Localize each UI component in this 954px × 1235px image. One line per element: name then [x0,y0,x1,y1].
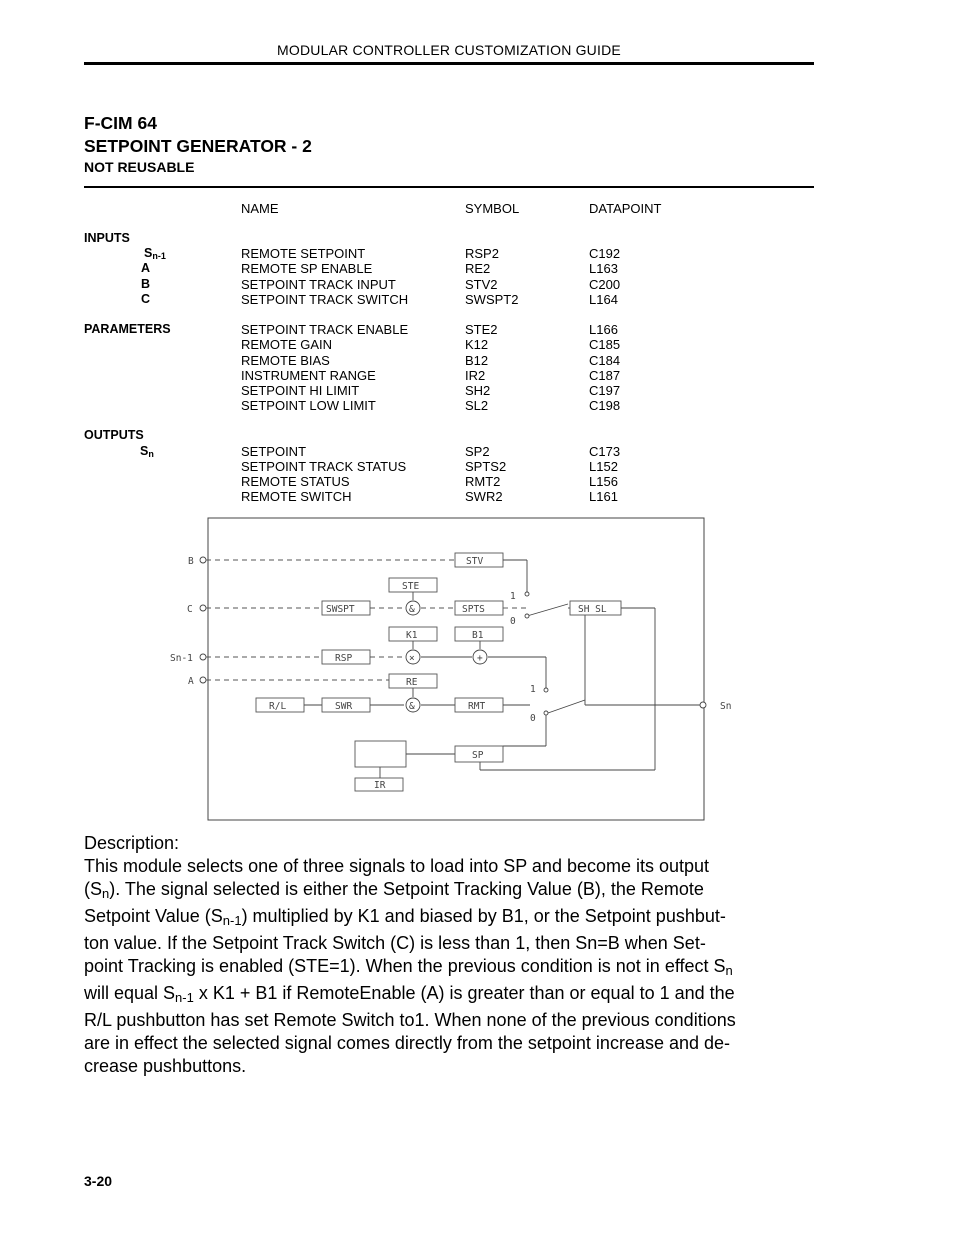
block-b1-label: B1 [472,630,484,641]
section-rule [84,186,814,188]
description-line: are in effect the selected signal comes directly from the setpoint increase and de- [84,1033,731,1053]
block-swspt-label: SWSPT [326,604,355,615]
row-symbol: SWR2 [465,489,503,504]
switch-contact [525,614,529,618]
input-terminal-sn1 [200,654,206,660]
and-node-ste-label: & [409,604,415,615]
description-line: Setpoint Value $(S_{n-1})$ multiplied by K1 and biased by B1, or the Setpoint pushbut- [84,906,726,928]
output-terminal-sn [700,702,706,708]
block-pushbuttons [355,741,406,767]
row-symbol: SP2 [465,444,490,459]
row-name: SETPOINT TRACK STATUS [241,459,407,474]
row-symbol: SL2 [465,398,489,413]
description [84,832,819,1078]
row-datapoint: L161 [589,489,618,504]
description-line: point Tracking is enabled (STE=1). When the previous condition is not in effect $S_n$ [84,956,733,978]
row-symbol: RSP2 [465,246,499,261]
row-name: SETPOINT TRACK ENABLE [241,322,409,337]
description-line: crease pushbuttons. [84,1056,247,1076]
row-name: SETPOINT LOW LIMIT [241,398,376,413]
row-name: REMOTE BIAS [241,353,330,368]
reuse-note: NOT REUSABLE [84,159,195,175]
col-header-symbol: SYMBOL [465,201,520,216]
row-datapoint: C184 [589,353,621,368]
row-designator: $S_n$ [140,444,154,459]
block-sh-sl-label: SH SL [578,604,607,615]
row-name: SETPOINT HI LIMIT [241,383,360,398]
row-symbol: SPTS2 [465,459,507,474]
row-datapoint: C192 [589,246,621,261]
block-rl-label: R/L [269,701,287,712]
switch-contact [544,688,548,692]
header-rule [84,62,814,65]
block-ir-label: IR [374,780,386,791]
row-name: SETPOINT TRACK SWITCH [241,292,409,307]
row-name: INSTRUMENT RANGE [241,368,376,383]
input-terminal-a [200,677,206,683]
page-title: SETPOINT GENERATOR - 2 [84,136,312,156]
block-rmt-label: RMT [468,701,486,712]
row-symbol: B12 [465,353,489,368]
description-line: will equal $S_{n-1}$ x K1 + B1 if RemoteEnable (A) is greater than or equal to 1 and the [84,983,735,1005]
row-datapoint: L156 [589,474,618,489]
row-symbol: K12 [465,337,489,352]
row-name: REMOTE STATUS [241,474,350,489]
row-datapoint: C187 [589,368,621,383]
row-designator: A [141,261,151,275]
row-name: SETPOINT TRACK INPUT [241,277,396,292]
output-label-sn: Sn [720,701,732,712]
running-header: MODULAR CONTROLLER CUSTOMIZATION GUIDE [277,42,621,58]
row-datapoint: L164 [589,292,618,307]
block-ste-label: STE [402,581,420,592]
description-line: This module selects one of three signals to load into SP and become its output [84,856,710,876]
input-label-c: C [187,604,193,615]
block-re-label: RE [406,677,418,688]
row-name: REMOTE SP ENABLE [241,261,373,276]
switch-contact [525,592,529,596]
row-symbol: STV2 [465,277,498,292]
input-label-sn1: Sn-1 [170,653,193,664]
switch2-label-zero: 0 [530,713,536,724]
add-node-label: + [477,653,483,664]
and-node-re-label: & [409,701,415,712]
description-line: R/L pushbutton has set Remote Switch to1. When none of the previous conditions [84,1010,736,1030]
row-symbol: RE2 [465,261,491,276]
switch1-label-zero: 0 [510,616,516,627]
switch2-label-one: 1 [530,684,536,695]
block-stv-label: STV [466,556,484,567]
block-swr-label: SWR [335,701,353,712]
row-datapoint: C173 [589,444,621,459]
row-datapoint: C197 [589,383,621,398]
row-name: REMOTE SETPOINT [241,246,366,261]
row-name: SETPOINT [241,444,307,459]
block-sp-label: SP [472,750,484,761]
row-datapoint: C198 [589,398,621,413]
row-symbol: RMT2 [465,474,501,489]
block-k1-label: K1 [406,630,418,641]
description-line: ton value. If the Setpoint Track Switch (C) is less than 1, then Sn=B when Set- [84,933,706,953]
row-symbol: STE2 [465,322,498,337]
block-rsp-label: RSP [335,653,353,664]
switch-contact [544,711,548,715]
page-number: 3-20 [84,1173,113,1189]
section-label-outputs: OUTPUTS [84,428,144,442]
description-heading: Description: [84,833,180,853]
description-line: $(S_n)$. The signal selected is either the Setpoint Tracking Value (B), the Remote [84,879,704,901]
row-datapoint: C185 [589,337,621,352]
input-terminal-b [200,557,206,563]
row-designator: B [141,277,151,291]
block-diagram [150,515,750,825]
row-designator: $S_{n-1}$ [144,246,166,261]
block-spts-label: SPTS [462,604,485,615]
row-name: REMOTE SWITCH [241,489,352,504]
row-symbol: SH2 [465,383,491,398]
section-label-parameters: PARAMETERS [84,322,171,336]
section-label-inputs: INPUTS [84,231,130,245]
input-label-a: A [188,676,194,687]
row-datapoint: C200 [589,277,621,292]
input-label-b: B [188,556,194,567]
row-designator: C [141,292,151,306]
switch1-label-one: 1 [510,591,516,602]
module-code: F-CIM 64 [84,113,157,133]
row-datapoint: L166 [589,322,618,337]
col-header-datapoint: DATAPOINT [589,201,662,216]
multiply-node-label: × [409,653,415,664]
row-name: REMOTE GAIN [241,337,333,352]
row-datapoint: L152 [589,459,618,474]
row-symbol: SWSPT2 [465,292,519,307]
row-symbol: IR2 [465,368,486,383]
col-header-name: NAME [241,201,279,216]
row-datapoint: L163 [589,261,618,276]
input-terminal-c [200,605,206,611]
